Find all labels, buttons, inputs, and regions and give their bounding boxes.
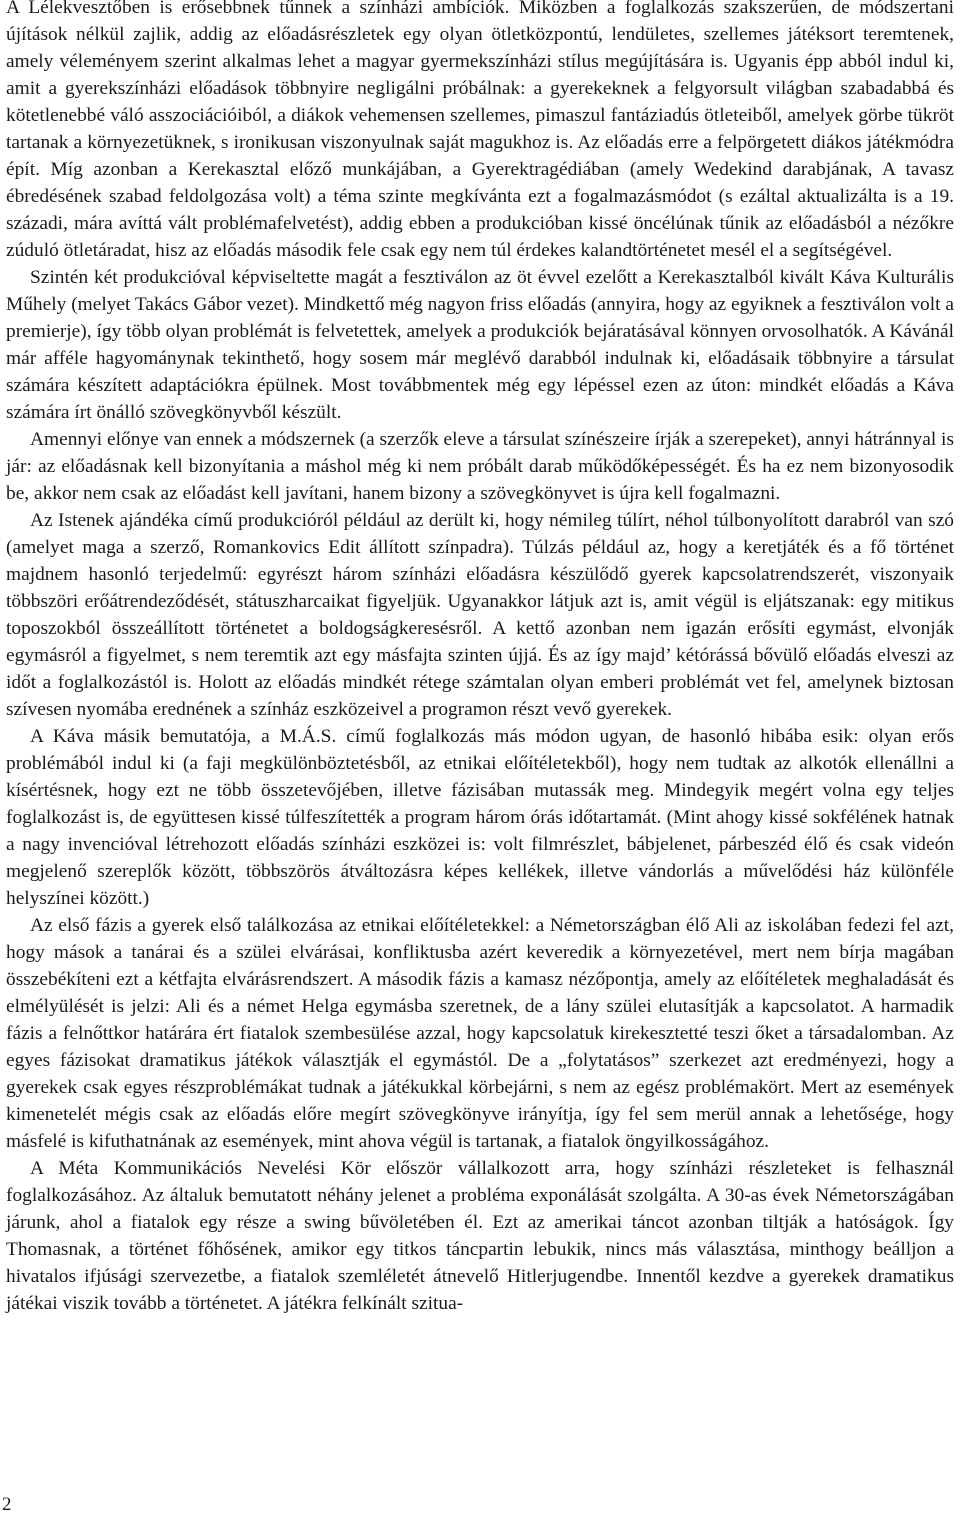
paragraph-6: Az első fázis a gyerek első találkozása az etnikai előítéletekkel: a Németországban élő Ali az iskolában fedezi fel azt, hogy mások a tanárai és a szülei elvárásai, konfliktusba azért keveredik a környezetével, mert nem bírja magában összebékíteni ezt a kétfajta elvárásrendszert. A második fázis a kamasz nézőpontja, amely az előítéletek meghaladását és elmélyülését is jelzi: Ali és a német Helga egymásba szeretnek, de a lány szülei elutasítják a kapcsolatot. A harmadik fázis a felnőttkor határára ért fiatalok szembesülése azzal, hogy kapcsolatuk kirekesztetté teszi őket a társadalomban. Az egyes fázisokat dramatikus játékok választják el egymástól. De a „folytatásos” szerkezet azt eredményezi, hogy a gyerekek csak egyes részproblémákat tudnak a játékukkal körbejárni, s nem az egész problémakört. Mert az események kimenetelét mégis csak az előadás előre megírt szövegkönyve irányítja, így fel sem merül annak a lehetősége, hogy másfelé is kifuthatnának az események, mint ahova végül is tartanak, a fiatalok öngyilkosságához. (6, 915, 954, 1152)
paragraph-1: A Lélekvesztőben is erősebbnek tűnnek a színházi ambíciók. Miközben a foglalkozás szakszerűen, de módszertani újítások nélkül zajlik, addig az előadásrészletek egy olyan ötletközpontú, lendületes, szellemes játéksort teremtenek, amely véleményem szerint alkalmas lehet a magyar gyermekszínházi stílus megújítására is. Ugyanis épp abból indul ki, amit a gyerekszínházi előadások többnyire negligálni próbálnak: a gyerekeknek a felgyorsult világban szabadabbá és kötetlenebbé váló asszociációiból, a diákok vehemensen szellemes, pimaszul fantáziadús ötleteiből, amelyek görbe tükröt tartanak a környezetüknek, s ironikusan viszonyulnak saját magukhoz is. Az előadás erre a felpörgetett diákos játékmódra épít. Míg azonban a Kerekasztal előző munkájában, a Gyerektragédiában (amely Wedekind darabjának, A tavasz ébredésének szabad feldolgozása volt) a téma szinte megkívánta ezt a fogalmazásmódot (s ezáltal aktualizálta is a 19. századi, mára avíttá vált problémafelvetést), addig ebben a produkcióban kissé öncélúnak tűnik az előadásból a nézőkre zúduló ötletáradat, hisz az előadás második fele csak egy nem túl érdekes kalandtörténetet mesél el a segítségével. (6, 0, 954, 261)
document-body (6, 0, 954, 1317)
paragraph-3: Amennyi előnye van ennek a módszernek (a szerzők eleve a társulat színészeire írják a szerepeket), annyi hátránnyal is jár: az előadásnak kell bizonyítania a máshol még ki nem próbált darab működőképességét. És ha ez nem bizonyosodik be, akkor nem csak az előadást kell javítani, hanem bizony a szövegkönyvet is újra kell fogalmazni. (6, 429, 954, 504)
paragraph-2: Szintén két produkcióval képviseltette magát a fesztiválon az öt évvel ezelőtt a Kerekasztalból kivált Káva Kulturális Műhely (melyet Takács Gábor vezet). Mindkettő még nagyon friss előadás (annyira, hogy az egyiknek a fesztiválon volt a premierje), így több olyan problémát is felvetettek, amelyek a produkciók bejáratásával könnyen orvosolhatók. A Kávánál már afféle hagyománynak tekinthető, hogy sosem már meglévő darabból indulnak ki, előadásaik többnyire a társulat számára készített adaptációkra épülnek. Most továbbmentek még egy lépéssel ezen az úton: mindkét előadás a Káva számára írt önálló szövegkönyvből készült. (6, 267, 954, 423)
page-number: 2 (2, 1494, 12, 1515)
paragraph-5: A Káva másik bemutatója, a M.Á.S. című foglalkozás más módon ugyan, de hasonló hibába esik: olyan erős problémából indul ki (a faji megkülönböztetésből, az etnikai előítéletekből), hogy nem tudtak az alkotók ellenállni a kísértésnek, hogy ezt ne több összetevőjében, illetve fázisában mutassák meg. Mindegyik megért volna egy teljes foglalkozást is, de együttesen kissé túlfeszítették a program három órás időtartamát. (Mint ahogy kissé sokfélének hatnak a nagy invencióval létrehozott előadás színházi eszközei is: volt filmrészlet, bábjelenet, párbeszéd élő és csak videón megjelenő szereplők között, többszörös átváltozásra képes kellékek, illetve vándorlás a művelődési ház különféle helyszínei között.) (6, 726, 954, 909)
paragraph-7: A Méta Kommunikációs Nevelési Kör először vállalkozott arra, hogy színházi részleteket is felhasznál foglalkozásához. Az általuk bemutatott néhány jelenet a probléma exponálását szolgálta. A 30-as évek Németországában járunk, ahol a fiatalok egy része a swing bűvöletében él. Ezt az amerikai táncot azonban tiltják a hatóságok. Így Thomasnak, a történet főhősének, amikor egy titkos táncpartin lebukik, nincs más választása, minthogy beálljon a hivatalos ifjúsági szervezetbe, a fiatalok szemléletét átnevelő Hitlerjugendbe. Innentől kezdve a gyerekek dramatikus játékai viszik tovább a történetet. A játékra felkínált szitua- (6, 1158, 954, 1314)
paragraph-4: Az Istenek ajándéka című produkcióról például az derült ki, hogy némileg túlírt, néhol túlbonyolított darabról van szó (amelyet maga a szerző, Romankovics Edit állított színpadra). Túlzás például az, hogy a keretjáték és a fő történet majdnem hasonló terjedelmű: egyrészt három színházi előadásra készülődő gyerek kapcsolatrendszerét, viszonyaik többszöri erőátrendeződését, státuszharcaikat figyeljük. Ugyanakkor látjuk azt is, amit végül is eljátszanak: egy mitikus toposzokból összeállított történetet a boldogságkeresésről. A kettő azonban nem igazán erősíti egymást, elvonják egymásról a figyelmet, s nem teremtik azt egy másfajta szinten újjá. És az így majd’ kétórássá bővülő előadás elveszi az időt a foglalkozástól is. Holott az előadás mindkét rétege számtalan olyan emberi problémát vet fel, amelynek biztosan szívesen nyomába erednének a színház eszközeivel a programon részt vevő gyerekek. (6, 510, 954, 720)
